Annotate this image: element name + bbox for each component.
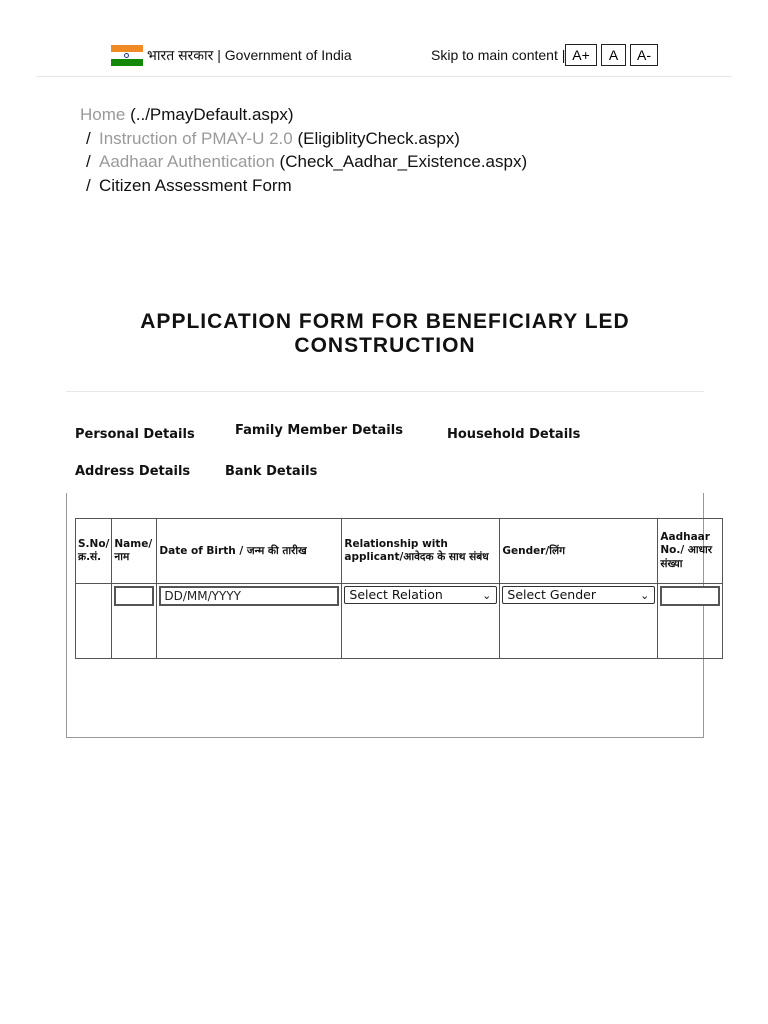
breadcrumb-separator: / [86,152,91,171]
family-member-panel [66,493,713,738]
font-increase-button[interactable]: A+ [565,44,597,66]
aadhaar-input[interactable] [660,586,720,606]
sno-cell [76,584,112,659]
column-header-aadhaar: Aadhaar No./ आधार संख्या [658,519,723,584]
gender-select[interactable] [502,586,655,604]
dob-cell [157,584,342,659]
gender-cell [500,584,658,659]
tab-family-member-details[interactable]: Family Member Details [235,423,403,438]
column-header-sno: S.No/ क्र.सं. [76,519,112,584]
name-cell [112,584,157,659]
font-decrease-button[interactable]: A- [630,44,658,66]
breadcrumb-aadhaar-target: (Check_Aadhar_Existence.aspx) [279,152,528,171]
column-header-dob: Date of Birth / जन्म की तारीख [157,519,342,584]
breadcrumb-instruction-target: (EligiblityCheck.aspx) [297,128,460,148]
india-flag-icon [111,45,143,66]
table-row [76,584,723,659]
chevron-down-icon: ⌄ [482,589,492,602]
aadhaar-cell [658,584,723,659]
page-title: APPLICATION FORM FOR BENEFICIARY LED CONSTRUCTION [140,310,630,357]
relation-select-value: Select Relation [349,587,443,602]
gov-label: भारत सरकार | Government of India [147,47,352,63]
skip-to-main-link[interactable]: Skip to main content | [431,47,566,63]
name-input[interactable] [114,586,154,606]
font-normal-button[interactable]: A [601,44,626,66]
breadcrumb [80,103,527,197]
relation-cell [342,584,500,659]
tab-address-details[interactable]: Address Details [75,464,191,479]
divider [66,391,704,392]
top-bar [36,36,732,77]
chevron-down-icon: ⌄ [640,589,650,602]
tab-personal-details[interactable]: Personal Details [75,427,195,442]
tab-bank-details[interactable]: Bank Details [225,464,318,479]
relation-select[interactable] [344,586,497,604]
breadcrumb-separator: / [86,128,91,148]
column-header-relationship: Relationship with applicant/आवेदक के साथ संबंध [342,519,500,584]
column-header-name: Name/ नाम [112,519,157,584]
breadcrumb-aadhaar-link[interactable]: Aadhaar Authentication [99,152,275,171]
breadcrumb-separator: / [86,175,91,195]
breadcrumb-home-link[interactable]: Home [80,105,126,124]
family-member-table [75,518,723,659]
column-header-gender: Gender/लिंग [500,519,658,584]
breadcrumb-current: Citizen Assessment Form [99,175,292,195]
breadcrumb-home-target: (../PmayDefault.aspx) [130,105,294,124]
table-header-row [76,519,723,584]
breadcrumb-instruction-link[interactable]: Instruction of PMAY-U 2.0 [99,128,293,148]
tab-household-details[interactable]: Household Details [447,427,581,442]
dob-input[interactable]: DD/MM/YYYY [159,586,339,606]
gender-select-value: Select Gender [507,587,596,602]
